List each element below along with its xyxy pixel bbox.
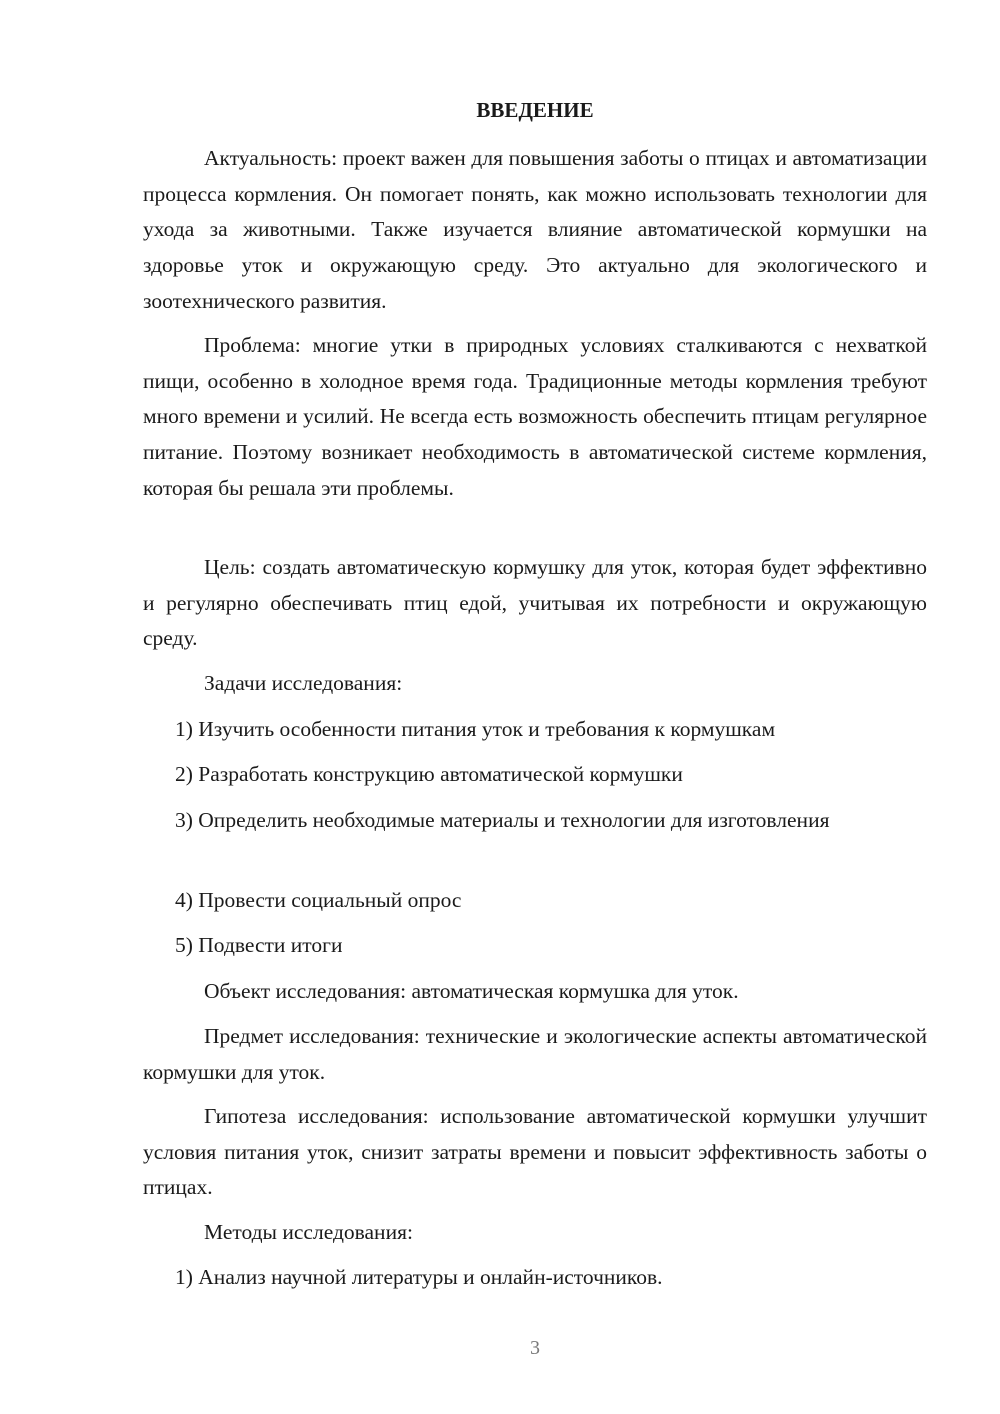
paragraph-problem: Проблема: многие утки в природных условиях сталкиваются с нехваткой пищи, особенно в холодное время года. Традиционные методы кормления требуют много времени и усилий. Не всегда есть возможность обеспечить птицам регулярное питание. Поэтому возникает необходимость в автоматической системе кормления, которая бы решала эти проблемы. [143,333,927,500]
list-item-task-4: 4) Провести социальный опрос [175,888,462,912]
paragraph-relevance: Актуальность: проект важен для повышения заботы о птицах и автоматизации процесса кормления. Он помогает понять, как можно использовать технологии для ухода за животными. Также изучается влияние автоматической кормушки на здоровье уток и окружающую среду. Это актуально для экологического и зоотехнического развития. [143,146,927,313]
list-item-task-1: 1) Изучить особенности питания уток и требования к кормушкам [175,717,776,741]
page-title: ВВЕДЕНИЕ [476,98,594,122]
paragraph-goal: Цель: создать автоматическую кормушку для уток, которая будет эффективно и регулярно обеспечивать птиц едой, учитывая их потребности и окружающую среду. [143,555,927,651]
document-page [143,0,927,1414]
paragraph-methods-heading: Методы исследования: [204,1220,413,1244]
list-item-task-5: 5) Подвести итоги [175,933,343,957]
paragraph-object: Объект исследования: автоматическая кормушка для уток. [204,979,739,1003]
paragraph-subject: Предмет исследования: технические и экологические аспекты автоматической кормушки для уток. [143,1024,927,1084]
list-item-task-2: 2) Разработать конструкцию автоматической кормушки [175,762,683,786]
list-item-task-3: 3) Определить необходимые материалы и технологии для изготовления [175,808,830,832]
paragraph-tasks-heading: Задачи исследования: [204,671,403,695]
list-item-method-1: 1) Анализ научной литературы и онлайн-источников. [175,1265,663,1289]
page-number: 3 [530,1337,540,1359]
paragraph-hypothesis: Гипотеза исследования: использование автоматической кормушки улучшит условия питания уток, снизит затраты времени и повысит эффективность заботы о птицах. [143,1104,927,1200]
